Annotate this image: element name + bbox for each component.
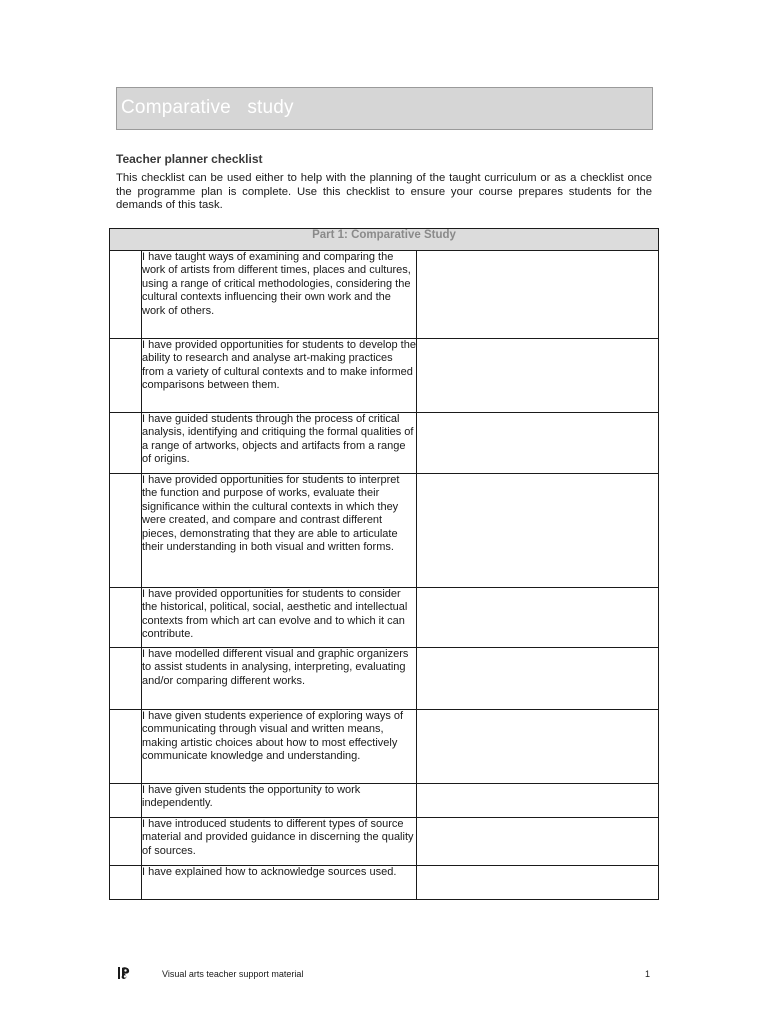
table-header-row	[110, 229, 659, 251]
checkbox-cell[interactable]	[110, 648, 142, 710]
checklist-item-text: I have introduced students to different types of source material and provided guidance in discerning the quality of sources.	[142, 818, 417, 866]
title-bar	[116, 87, 653, 130]
table-header: Part 1: Comparative Study	[110, 229, 659, 251]
page-number: 1	[645, 969, 651, 979]
notes-cell[interactable]	[417, 251, 659, 339]
notes-cell[interactable]	[417, 710, 659, 784]
checkbox-cell[interactable]	[110, 866, 142, 900]
notes-cell[interactable]	[417, 818, 659, 866]
checklist-body	[110, 251, 659, 900]
checklist-item-text: I have explained how to acknowledge sources used.	[142, 866, 417, 900]
checklist-row	[110, 474, 659, 588]
footer-text: Visual arts teacher support material	[162, 969, 304, 979]
notes-cell[interactable]	[417, 866, 659, 900]
checkbox-cell[interactable]	[110, 413, 142, 474]
checkbox-cell[interactable]	[110, 588, 142, 648]
checkbox-cell[interactable]	[110, 339, 142, 413]
notes-cell[interactable]	[417, 784, 659, 818]
checkbox-cell[interactable]	[110, 251, 142, 339]
intro-paragraph: This checklist can be used either to help with the planning of the taught curriculum or as a checklist once the programme plan is complete. Use this checklist to ensure your course prepares students for the demands of this task.	[116, 172, 652, 211]
notes-cell[interactable]	[417, 648, 659, 710]
checkbox-cell[interactable]	[110, 784, 142, 818]
ib-logo-icon	[116, 966, 132, 980]
checklist-row	[110, 710, 659, 784]
checklist-item-text: I have given students the opportunity to work independently.	[142, 784, 417, 818]
checkbox-cell[interactable]	[110, 710, 142, 784]
checklist-row	[110, 818, 659, 866]
checklist-row	[110, 339, 659, 413]
page-title: Comparative study	[121, 97, 294, 118]
checklist-item-text: I have provided opportunities for students to interpret the function and purpose of works, evaluate their significance within the cultural contexts in which they were created, and compare and contrast different pieces, demonstrating that they are able to articulate their understanding in both visual and written forms.	[142, 474, 417, 588]
notes-cell[interactable]	[417, 339, 659, 413]
checklist-item-text: I have given students experience of exploring ways of communicating through visual and written means, making artistic choices about how to most effectively communicate knowledge and understanding.	[142, 710, 417, 784]
checklist-row	[110, 413, 659, 474]
notes-cell[interactable]	[417, 413, 659, 474]
checklist-table	[109, 228, 659, 900]
section-subtitle: Teacher planner checklist	[116, 152, 263, 166]
checklist-item-text: I have guided students through the process of critical analysis, identifying and critiquing the formal qualities of a range of artworks, objects and artifacts from a range of origins.	[142, 413, 417, 474]
checklist-row	[110, 648, 659, 710]
checklist-row	[110, 784, 659, 818]
checklist-row	[110, 588, 659, 648]
notes-cell[interactable]	[417, 474, 659, 588]
checklist-item-text: I have provided opportunities for students to develop the ability to research and analyse art-making practices from a variety of cultural contexts and to make informed comparisons between them.	[142, 339, 417, 413]
checkbox-cell[interactable]	[110, 818, 142, 866]
checklist-item-text: I have modelled different visual and graphic organizers to assist students in analysing, interpreting, evaluating and/or comparing different works.	[142, 648, 417, 710]
checklist-item-text: I have taught ways of examining and comparing the work of artists from different times, places and cultures, using a range of critical methodologies, considering the cultural contexts influencing their own work and the work of others.	[142, 251, 417, 339]
checklist-row	[110, 251, 659, 339]
checklist-item-text: I have provided opportunities for students to consider the historical, political, social, aesthetic and intellectual contexts from which art can evolve and to which it can contribute.	[142, 588, 417, 648]
notes-cell[interactable]	[417, 588, 659, 648]
checklist-row	[110, 866, 659, 900]
checkbox-cell[interactable]	[110, 474, 142, 588]
